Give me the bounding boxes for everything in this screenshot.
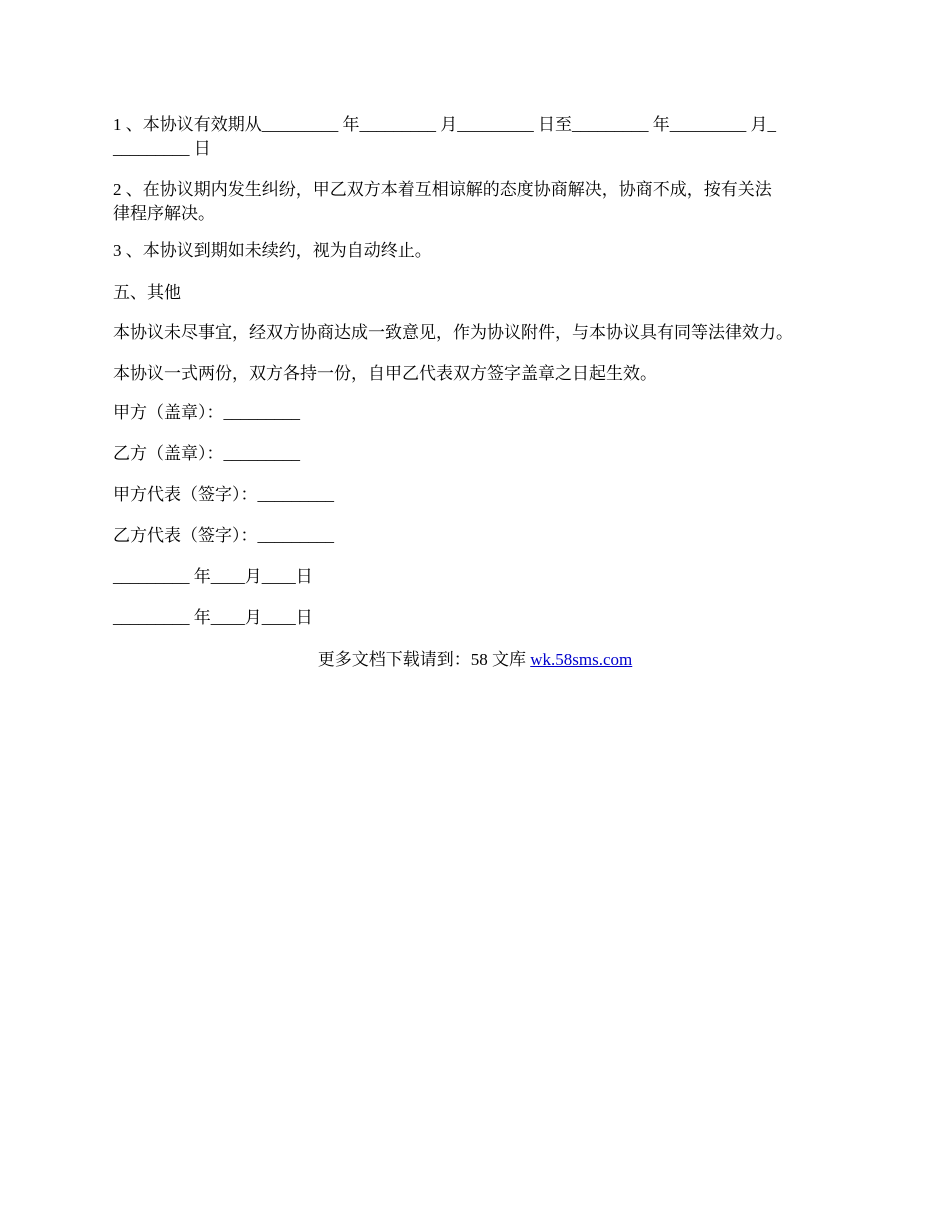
footer-prefix: 更多文档下载请到：58 文库: [317, 650, 531, 669]
footer-download-note: [0, 648, 950, 672]
party-a-rep-signature-line: 甲方代表（签字）：_________: [113, 485, 334, 504]
term-clause-1: 1 、本协议有效期从_________ 年_________ 月_________ 日至_________ 年_________ 月_ _________ 日: [113, 115, 776, 158]
term-clause-2: 2 、在协议期内发生纠纷，甲乙双方本着互相谅解的态度协商解决，协商不成，按有关法 律程序解决。: [113, 180, 772, 223]
party-b-rep-signature-line: 乙方代表（签字）：_________: [113, 526, 334, 545]
other-clause-1: 本协议未尽事宜，经双方协商达成一致意见，作为协议附件，与本协议具有同等法律效力。: [113, 323, 793, 342]
date-line-a: _________ 年____月____日: [113, 567, 313, 586]
party-b-seal-line: 乙方（盖章）：_________: [113, 444, 300, 463]
term-clause-3: 3 、本协议到期如未续约，视为自动终止。: [113, 241, 432, 260]
other-clause-2: 本协议一式两份，双方各持一份，自甲乙代表双方签字盖章之日起生效。: [113, 364, 657, 383]
party-a-seal-line: 甲方（盖章）：_________: [113, 403, 300, 422]
footer-link[interactable]: wk.58sms.com: [530, 650, 633, 669]
date-line-b: _________ 年____月____日: [113, 608, 313, 627]
section-heading-other: 五、其他: [113, 283, 181, 302]
